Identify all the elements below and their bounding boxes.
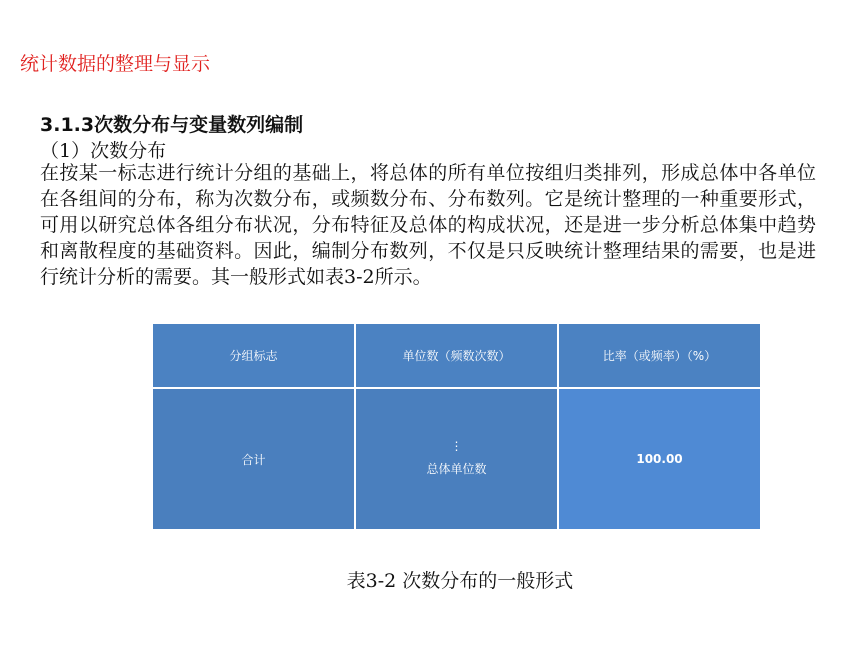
table-row: [152, 388, 761, 530]
table-header-cell: 比率（或频率）（%）: [558, 323, 761, 388]
table-caption: 表3-2 次数分布的一般形式: [346, 570, 574, 592]
sub-heading: （1）次数分布: [40, 140, 167, 162]
total-rate-value: 100.00: [636, 452, 683, 466]
table-cell-units: [355, 388, 558, 530]
section-heading: 3.1.3次数分布与变量数列编制: [40, 114, 304, 136]
table-header-row: [152, 323, 761, 388]
table-header-cell: 分组标志: [152, 323, 355, 388]
body-paragraph: 在按某一标志进行统计分组的基础上，将总体的所有单位按组归类排列，形成总体中各单位在各组间的分布，称为次数分布，或频数分布、分布数列。它是统计整理的一种重要形式，可用以研究总体各组分布状况，分布特征及总体的构成状况，还是进一步分析总体集中趋势和离散程度的基础资料。因此，编制分布数列，不仅是只反映统计整理结果的需要，也是进行统计分析的需要。其一般形式如表3-2所示。: [40, 162, 816, 288]
table-cell-rate: [558, 388, 761, 530]
distribution-table: [151, 322, 762, 531]
slide-title: 统计数据的整理与显示: [20, 53, 211, 75]
table-header-cell: 单位数（频数次数）: [355, 323, 558, 388]
table-cell-total-label: [152, 388, 355, 530]
total-label: 合计: [241, 452, 266, 467]
total-units-label: 总体单位数: [426, 461, 487, 476]
vertical-ellipsis: ⋮: [450, 438, 463, 453]
